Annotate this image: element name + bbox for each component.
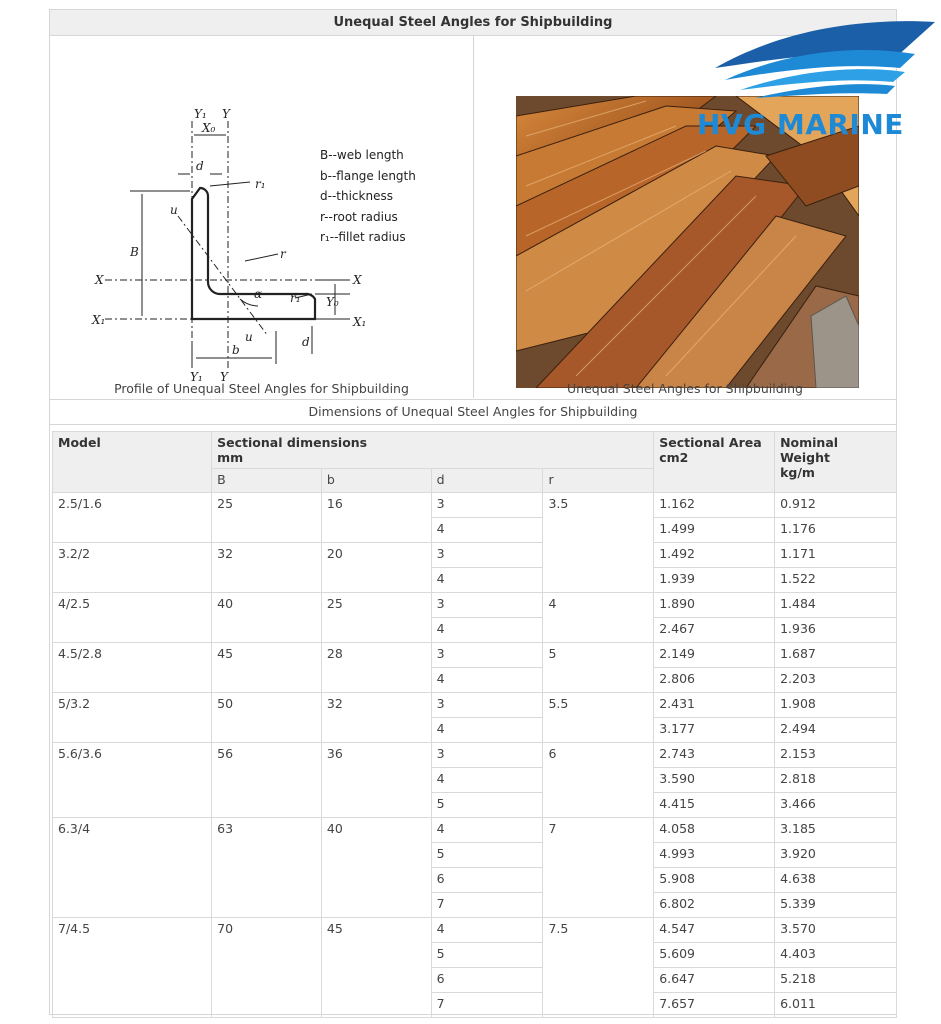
cell-b: 45 <box>321 918 431 1018</box>
label-alpha: α <box>254 287 263 301</box>
legend-web-length: B--web length <box>320 148 404 162</box>
cell-area: 6.802 <box>654 893 775 918</box>
profile-diagram <box>50 36 473 381</box>
cell-weight: 1.936 <box>775 618 897 643</box>
table-row <box>53 593 897 618</box>
cell-b: 32 <box>321 693 431 743</box>
cell-B: 32 <box>212 543 322 593</box>
cell-r: 5.5 <box>543 693 654 743</box>
cell-d: 6 <box>431 868 543 893</box>
cell-B: 50 <box>212 693 322 743</box>
cell-r: 4 <box>543 593 654 643</box>
diagram-caption: Profile of Unequal Steel Angles for Shipbuilding <box>114 381 409 396</box>
cell-area: 6.647 <box>654 968 775 993</box>
cell-model: 6.3/4 <box>53 818 212 918</box>
label-B: B <box>130 245 139 259</box>
label-b: b <box>232 343 240 357</box>
legend-fillet-radius: r₁--fillet radius <box>320 230 406 244</box>
table-row <box>53 643 897 668</box>
cell-area: 4.547 <box>654 918 775 943</box>
cell-model: 2.5/1.6 <box>53 493 212 543</box>
cell-weight: 3.920 <box>775 843 897 868</box>
label-d-top: d <box>196 159 204 173</box>
header-sectional-dimensions: Sectional dimensions mm <box>212 432 654 469</box>
table-row <box>53 918 897 943</box>
photo-caption: Unequal Steel Angles for Shipbuilding <box>567 381 803 396</box>
cell-area: 1.939 <box>654 568 775 593</box>
label-x0: X₀ <box>202 121 216 135</box>
table-row <box>53 743 897 768</box>
cell-area: 2.743 <box>654 743 775 768</box>
cell-d: 3 <box>431 693 543 718</box>
cell-d: 4 <box>431 668 543 693</box>
cell-B: 40 <box>212 593 322 643</box>
cell-area: 1.492 <box>654 543 775 568</box>
cell-area: 3.177 <box>654 718 775 743</box>
cell-d: 3 <box>431 643 543 668</box>
legend-flange-length: b--flange length <box>320 169 416 183</box>
subheader-b: b <box>321 469 431 493</box>
label-d-right: d <box>302 335 310 349</box>
cell-area: 7.657 <box>654 993 775 1018</box>
header-sectional-area: Sectional Area cm2 <box>654 432 775 493</box>
content-panel <box>49 9 897 1015</box>
dimensions-table-body <box>53 493 897 1018</box>
label-r1-right: r₁ <box>290 291 301 305</box>
cell-area: 1.499 <box>654 518 775 543</box>
cell-d: 4 <box>431 618 543 643</box>
cell-r: 5 <box>543 643 654 693</box>
cell-weight: 1.908 <box>775 693 897 718</box>
cell-d: 3 <box>431 543 543 568</box>
cell-weight: 1.484 <box>775 593 897 618</box>
label-y-bottom: Y <box>220 370 228 381</box>
legend-thickness: d--thickness <box>320 189 393 203</box>
logo-text: HVG MARINE <box>697 108 904 141</box>
cell-area: 5.609 <box>654 943 775 968</box>
cell-d: 3 <box>431 743 543 768</box>
cell-d: 4 <box>431 518 543 543</box>
cell-B: 70 <box>212 918 322 1018</box>
cell-d: 5 <box>431 793 543 818</box>
cell-d: 5 <box>431 943 543 968</box>
cell-model: 3.2/2 <box>53 543 212 593</box>
header-model: Model <box>53 432 212 493</box>
cell-model: 5/3.2 <box>53 693 212 743</box>
cell-area: 5.908 <box>654 868 775 893</box>
cell-d: 6 <box>431 968 543 993</box>
cell-d: 3 <box>431 493 543 518</box>
cell-weight: 5.218 <box>775 968 897 993</box>
table-row <box>53 693 897 718</box>
cell-b: 36 <box>321 743 431 818</box>
cell-weight: 1.687 <box>775 643 897 668</box>
subheader-r: r <box>543 469 654 493</box>
label-x-left: X <box>95 273 104 287</box>
label-u-top: u <box>170 203 178 217</box>
cell-b: 25 <box>321 593 431 643</box>
table-caption: Dimensions of Unequal Steel Angles for Shipbuilding <box>50 399 896 425</box>
cell-d: 4 <box>431 768 543 793</box>
dimensions-table <box>52 431 897 1018</box>
cell-B: 45 <box>212 643 322 693</box>
panel-title: Unequal Steel Angles for Shipbuilding <box>50 10 896 36</box>
cell-model: 4.5/2.8 <box>53 643 212 693</box>
cell-weight: 1.522 <box>775 568 897 593</box>
label-x1-right: X₁ <box>353 315 367 329</box>
cell-weight: 3.185 <box>775 818 897 843</box>
label-x1-left: X₁ <box>92 313 106 327</box>
cell-d: 7 <box>431 893 543 918</box>
cell-area: 4.993 <box>654 843 775 868</box>
cell-weight: 2.203 <box>775 668 897 693</box>
cell-area: 4.415 <box>654 793 775 818</box>
subheader-B: B <box>212 469 322 493</box>
label-y-top: Y <box>222 107 230 121</box>
cell-area: 2.806 <box>654 668 775 693</box>
cell-weight: 4.638 <box>775 868 897 893</box>
cell-area: 1.162 <box>654 493 775 518</box>
cell-d: 5 <box>431 843 543 868</box>
cell-weight: 4.403 <box>775 943 897 968</box>
cell-weight: 0.912 <box>775 493 897 518</box>
subheader-d: d <box>431 469 543 493</box>
cell-b: 20 <box>321 543 431 593</box>
label-x-right: X <box>353 273 362 287</box>
cell-r: 6 <box>543 743 654 818</box>
cell-b: 40 <box>321 818 431 918</box>
cell-model: 5.6/3.6 <box>53 743 212 818</box>
cell-area: 2.431 <box>654 693 775 718</box>
cell-d: 4 <box>431 918 543 943</box>
cell-area: 3.590 <box>654 768 775 793</box>
cell-b: 16 <box>321 493 431 543</box>
cell-model: 7/4.5 <box>53 918 212 1018</box>
cell-weight: 3.570 <box>775 918 897 943</box>
cell-area: 2.149 <box>654 643 775 668</box>
table-row <box>53 818 897 843</box>
cell-weight: 2.818 <box>775 768 897 793</box>
cell-d: 4 <box>431 818 543 843</box>
label-y1-bottom: Y₁ <box>190 370 203 381</box>
cell-weight: 1.176 <box>775 518 897 543</box>
cell-weight: 3.466 <box>775 793 897 818</box>
cell-model: 4/2.5 <box>53 593 212 643</box>
label-r: r <box>280 247 286 261</box>
cell-b: 28 <box>321 643 431 693</box>
cell-B: 25 <box>212 493 322 543</box>
profile-diagram-cell <box>50 36 474 398</box>
cell-weight: 6.011 <box>775 993 897 1018</box>
cell-weight: 2.494 <box>775 718 897 743</box>
cell-d: 4 <box>431 568 543 593</box>
label-y0: Y₀ <box>326 295 339 309</box>
cell-area: 4.058 <box>654 818 775 843</box>
cell-r: 7 <box>543 818 654 918</box>
cell-d: 3 <box>431 593 543 618</box>
label-r1-top: r₁ <box>255 177 266 191</box>
cell-weight: 2.153 <box>775 743 897 768</box>
label-y1-top: Y₁ <box>194 107 207 121</box>
table-row <box>53 543 897 568</box>
cell-area: 2.467 <box>654 618 775 643</box>
cell-r: 3.5 <box>543 493 654 593</box>
cell-weight: 1.171 <box>775 543 897 568</box>
cell-r: 7.5 <box>543 918 654 1018</box>
cell-area: 1.890 <box>654 593 775 618</box>
cell-B: 56 <box>212 743 322 818</box>
cell-B: 63 <box>212 818 322 918</box>
legend-root-radius: r--root radius <box>320 210 398 224</box>
cell-weight: 5.339 <box>775 893 897 918</box>
table-row <box>53 493 897 518</box>
header-nominal-weight: Nominal Weight kg/m <box>775 432 897 493</box>
cell-d: 4 <box>431 718 543 743</box>
label-u-bottom: u <box>245 330 253 344</box>
cell-d: 7 <box>431 993 543 1018</box>
